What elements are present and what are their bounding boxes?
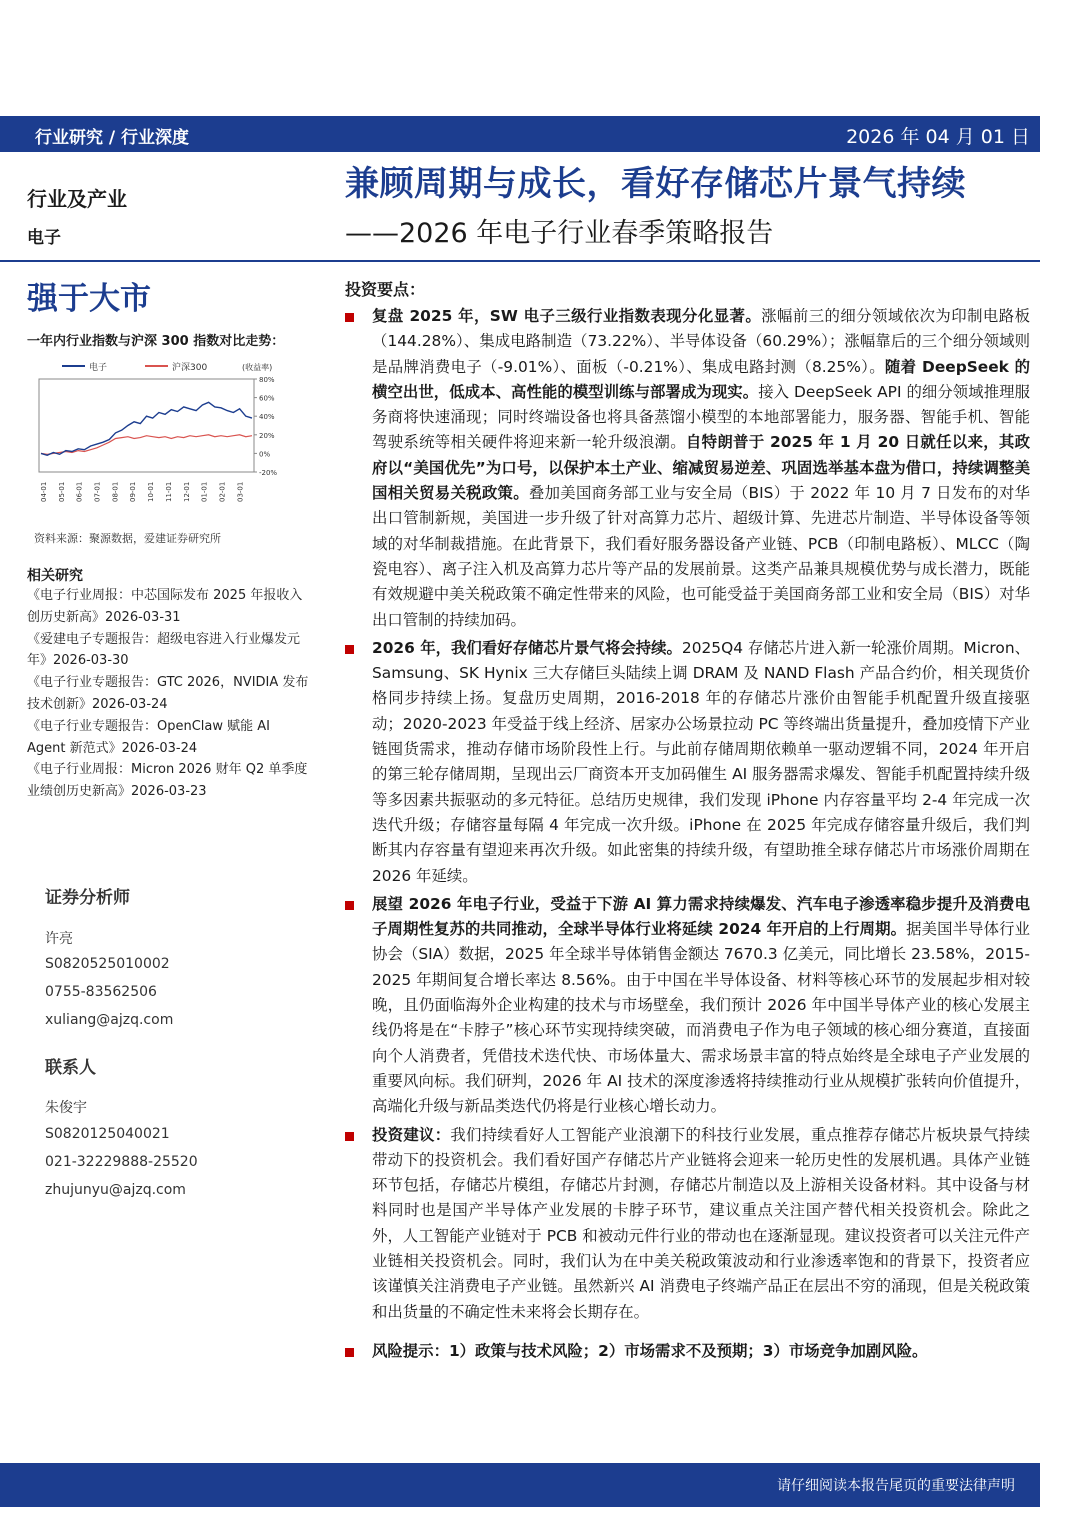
x-tick-label: 06-01 (75, 481, 84, 502)
related-item[interactable]: 《爱建电子专题报告：超级电容进入行业爆发元年》2026-03-30 (27, 631, 301, 669)
x-tick-label: 11-01 (164, 481, 173, 502)
legend-label-csi300: 沪深300 (172, 363, 208, 373)
header-divider (0, 260, 1040, 262)
y-tick-label: 20% (259, 431, 275, 440)
analyst-title: 证券分析师 (45, 888, 130, 908)
paragraph-risk-warning: 风险提示：1）政策与技术风险；2）市场需求不及预期；3）市场竞争加剧风险。 (345, 1339, 1030, 1364)
related-item[interactable]: 《电子行业周报：中芯国际发布 2025 年报收入创历史新高》2026-03-31 (27, 588, 303, 625)
footer-bar (0, 1463, 1040, 1507)
index-chart (27, 352, 285, 502)
paragraph-storage-outlook: 2026 年，我们看好存储芯片景气将会持续。2025Q4 存储芯片进入新一轮涨价周期。Micron、Samsung、SK Hynix 三大存储巨头陆续上调 DRAM 及 NAND Flash 产品合约价，相关现货价格同步持续上扬。复盘历史周期，2016-2018 年的存储芯片涨价由智能手机配置升级直接驱动；2020-2023 年受益于线上经济、居家办公场景拉动 PC 等终端出货量提升，叠加疫情下产业链囤货需求，推动存储市场阶段性上行。与此前存储周期依赖单一驱动逻辑不同，2024 年开启的第三轮存储周期，呈现出云厂商资本开支加码催生 AI 服务器需求爆发、智能手机配置持续升级等多因素共振驱动的多元特征。总结历史规律，我们发现 iPhone 内存容量平均 2-4 年完成一次迭代升级；存储容量每隔 4 年完成一次升级。iPhone 在 2025 年完成存储容量升级后，我们判断其内存容量有望迎来再次升级。如此密集的持续升级，有望助推全球存储芯片市场涨价周期在 2026 年延续。 (345, 636, 1030, 889)
x-tick-label: 05-01 (57, 481, 66, 502)
report-title: 兼顾周期与成长，看好存储芯片景气持续 (345, 164, 966, 204)
report-subtitle: ——2026 年电子行业春季策略报告 (345, 218, 774, 249)
sector-label: 电子 (27, 228, 61, 248)
chart-title: 一年内行业指数与沪深 300 指数对比走势： (27, 334, 285, 349)
x-tick-label: 03-01 (236, 481, 245, 502)
x-tick-label: 02-01 (218, 481, 227, 502)
contact-name: 朱俊宇 (45, 1100, 87, 1116)
rating: 强于大市 (27, 281, 151, 317)
y-tick-label: -20% (259, 469, 278, 477)
x-tick-label: 01-01 (200, 481, 209, 502)
x-tick-label: 04-01 (40, 481, 48, 502)
y-tick-label: 40% (259, 413, 275, 422)
bullet-icon (345, 901, 354, 910)
x-tick-label: 09-01 (129, 481, 138, 502)
bullet-icon (345, 645, 354, 654)
legal-notice[interactable]: 请仔细阅读本报告尾页的重要法律声明 (777, 1478, 1015, 1494)
paragraph-industry-outlook: 展望 2026 年电子行业，受益于下游 AI 算力需求持续爆发、汽车电子渗透率稳步提升及消费电子周期性复苏的共同推动，全球半导体行业将延续 2024 年开启的上行周期。据美国半导体行业协会（SIA）数据，2025 年全球半导体销售金额达 7670.3 亿美元，同比增长 23.58%，2015-2025 年期间复合增长率达 8.56%。由于中国在半导体设备、材料等核心环节的发展起步相对较晚，且仍面临海外企业构建的技术与市场壁垒，我们预计 2026 年中国半导体产业的核心发展主线仍将是在“卡脖子”核心环节实现持续突破，而消费电子作为电子领域的核心细分赛道，直接面向个人消费者，凭借技术迭代快、市场体量大、需求场景丰富的特点始终是全球电子产业发展的重要风向标。我们研判，2026 年 AI 技术的深度渗透将持续推动行业从规模扩张转向价值提升，高端化升级与新品类迭代仍将是行业核心增长动力。 (345, 892, 1030, 1120)
contact-cert: S0820125040021 (45, 1126, 170, 1142)
plot-frame (39, 379, 254, 472)
related-item[interactable]: 《电子行业专题报告：OpenClaw 赋能 AI Agent 新范式》2026-03-24 (27, 718, 271, 756)
report-category: 行业研究 / 行业深度 (35, 128, 190, 148)
investment-highlights-heading: 投资要点： (345, 280, 426, 299)
analyst-email[interactable]: xuliang@ajzq.com (45, 1012, 174, 1028)
bullet-icon (345, 1132, 354, 1141)
x-tick-label: 10-01 (147, 481, 156, 502)
y-tick-label: 0% (259, 450, 271, 459)
paragraph-investment-advice: 投资建议：我们持续看好人工智能产业浪潮下的科技行业发展，重点推荐存储芯片板块景气持续带动下的投资机会。我们看好国产存储芯片产业链将会迎来一轮历史性的发展机遇。具体产业链环节包括，存储芯片模组，存储芯片封测，存储芯片制造以及上游相关设备材料。其中设备与材料同时也是国产半导体产业发展的卡脖子环节，建议重点关注国产替代相关投资机会。除此之外，人工智能产业链对于 PCB 和被动元件行业的带动也在逐渐显现。建议投资者可以关注元件产业链相关投资机会。同时，我们认为在中美关税政策波动和行业渗透率饱和的背景下，投资者应该谨慎关注消费电子产业链。虽然新兴 AI 消费电子终端产品正在层出不穷的涌现，但是关税政策和出货量的不确定性未来将会长期存在。 (345, 1123, 1030, 1325)
legend-label-electronics: 电子 (89, 363, 108, 373)
header-bar (0, 116, 1040, 152)
x-tick-label: 07-01 (93, 481, 102, 502)
y-axis-label: (收益率) (242, 363, 273, 372)
bullet-icon (345, 1348, 354, 1357)
analyst-cert: S0820525010002 (45, 956, 170, 972)
contact-title: 联系人 (45, 1058, 96, 1078)
series-line-electronics (41, 402, 252, 455)
industry-label: 行业及产业 (27, 187, 127, 211)
main-content (345, 304, 1030, 1364)
related-research-title: 相关研究 (27, 568, 83, 584)
y-tick-label: 80% (259, 376, 275, 384)
y-tick-label: 60% (259, 394, 275, 403)
related-research-list (27, 585, 312, 803)
x-tick-label: 08-01 (111, 481, 120, 502)
analyst-name: 许亮 (45, 931, 73, 947)
contact-phone: 021-32229888-25520 (45, 1154, 198, 1170)
chart-svg (27, 352, 285, 502)
bullet-icon (345, 313, 354, 322)
analyst-phone: 0755-83562506 (45, 984, 157, 1000)
report-date: 2026 年 04 月 01 日 (846, 126, 1030, 148)
contact-email[interactable]: zhujunyu@ajzq.com (45, 1182, 186, 1198)
related-item[interactable]: 《电子行业专题报告：GTC 2026，NVIDIA 发布技术创新》2026-03-24 (27, 675, 309, 712)
x-tick-label: 12-01 (182, 481, 191, 502)
related-item[interactable]: 《电子行业周报：Micron 2026 财年 Q2 单季度业绩创历史新高》2026-03-23 (27, 762, 308, 800)
paragraph-review-2025: 复盘 2025 年，SW 电子三级行业指数表现分化显著。涨幅前三的细分领域依次为印制电路板（144.28%）、集成电路制造（73.22%）、半导体设备（60.29%）；涨幅靠后的三个细分领域则是品牌消费电子（-9.01%）、面板（-0.21%）、集成电路封测（8.25%）。随着 DeepSeek 的横空出世，低成本、高性能的模型训练与部署成为现实。接入 DeepSeek API 的细分领域推理服务商将快速涌现；同时终端设备也将具备蒸馏小模型的本地部署能力，服务器、智能手机、智能驾驶系统等相关硬件将迎来新一轮升级浪潮。自特朗普于 2025 年 1 月 20 日就任以来，其政府以“美国优先”为口号，以保护本土产业、缩减贸易逆差、巩固选举基本盘为借口，持续调整美国相关贸易关税政策。叠加美国商务部工业与安全局（BIS）于 2022 年 10 月 7 日发布的对华出口管制新规，美国进一步升级了针对高算力芯片、超级计算、先进芯片制造、半导体设备等领域的对华制裁措施。在此背景下，我们看好服务器设备产业链、PCB（印制电路板）、MLCC（陶瓷电容）、离子注入机及高算力芯片等产品的发展前景。这类产品兼具规模优势与成长潜力，既能有效规避中美关税政策不确定性带来的风险，也可能受益于美国商务部工业和安全局（BIS）对华出口管制的持续加码。 (345, 304, 1030, 633)
chart-source: 资料来源：聚源数据，爱建证券研究所 (34, 532, 221, 545)
